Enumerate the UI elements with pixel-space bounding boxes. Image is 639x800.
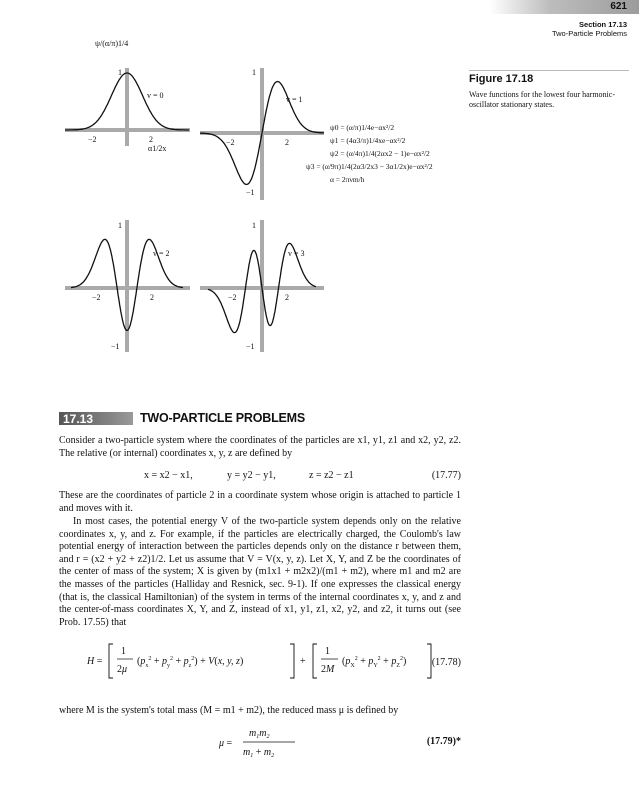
panel-v1 bbox=[200, 68, 324, 200]
formula-psi1: ψ1 = (4α3/π)1/4xe−αx²/2 bbox=[330, 136, 406, 145]
svg-text:H =: H = bbox=[87, 656, 103, 667]
eq77-x: x = x2 − x1, bbox=[144, 470, 193, 481]
section-label: Section 17.13 bbox=[579, 20, 627, 29]
figure-caption bbox=[469, 70, 629, 110]
svg-text:2μ: 2μ bbox=[117, 664, 128, 675]
paragraph-2: These are the coordinates of particle 2 in a coordinate system whose origin is attached to particle 1 and moves with it. bbox=[59, 490, 461, 514]
panel-v0 bbox=[65, 39, 190, 153]
svg-text:2M: 2M bbox=[321, 664, 335, 675]
eq77-y: y = y2 − y1, bbox=[227, 470, 276, 481]
panel-v3-xtick-pos: 2 bbox=[285, 293, 289, 302]
svg-text:1: 1 bbox=[325, 646, 330, 657]
svg-text:μ =: μ = bbox=[219, 738, 233, 749]
panel-v2-xtick-neg: −2 bbox=[92, 293, 101, 302]
y-axis-label: ψ/(α/π)1/4 bbox=[95, 39, 129, 48]
panel-v3-ytick-neg: −1 bbox=[246, 342, 255, 351]
panel-v2 bbox=[65, 220, 190, 352]
figure-caption-text: Wave functions for the lowest four harmonic-oscillator stationary states. bbox=[469, 90, 615, 109]
panel-v3-xtick-neg: −2 bbox=[228, 293, 237, 302]
panel-v1-xtick-neg: −2 bbox=[226, 138, 235, 147]
paragraph-3: In most cases, the potential energy V of the two-particle system depends only on the relative coordinates x, y, and z. For example, if the particles are electrically charged, the Coulomb's law potential energy of interaction between the particles depends only on the distance r between them, and r = (x2 + y2 + z2)1/2. Let us assume that V = V(x, y, z). Let X, Y, and Z be the coordinates of the center of mass of the system; X is given by (m1x1 + m2x2)/(m1 + m2), where m1 and m2 are the masses of the particles (Halliday and Resnick, sec. 9-1). If one expresses the classical energy (that is, the classical Hamiltonian) of the system in terms of the internal coordinates x, y, and z and the center-of-mass coordinates X, Y, and Z, instead of x1, y1, z1, x2, y2, and z2, it turns out (see Prob. 17.55) that bbox=[59, 516, 461, 628]
panel-v2-ytick-pos: 1 bbox=[118, 221, 122, 230]
section-number: 17.13 bbox=[63, 412, 94, 426]
eq77-z: z = z2 − z1 bbox=[309, 470, 354, 481]
panel-v2-label: v = 2 bbox=[153, 249, 170, 258]
running-header bbox=[552, 20, 627, 38]
svg-text:+: + bbox=[300, 656, 306, 667]
figure-title: Figure 17.18 bbox=[469, 70, 629, 85]
paragraph-4: where M is the system's total mass (M = m1 + m2), the reduced mass μ is defined by bbox=[59, 705, 399, 716]
panel-v0-xtick-pos: 2 bbox=[149, 135, 153, 144]
panel-v1-ytick-pos: 1 bbox=[252, 68, 256, 77]
svg-text:(pX2 + pY2 + pZ2): $(p_X^2 + p_Y^2 + p_Z^2)$ bbox=[342, 656, 407, 669]
section-header-title: Two-Particle Problems bbox=[551, 29, 627, 38]
formula-legend bbox=[306, 123, 433, 184]
panel-v1-label: v = 1 bbox=[286, 95, 303, 104]
panel-v0-xtick-neg: −2 bbox=[88, 135, 97, 144]
section-title: TWO-PARTICLE PROBLEMS bbox=[140, 411, 306, 425]
eq78-number: (17.78) bbox=[431, 657, 461, 668]
x-axis-label: α1/2x bbox=[148, 144, 167, 153]
formula-psi0: ψ0 = (α/π)1/4e−αx²/2 bbox=[330, 123, 395, 132]
eq77-number: (17.77) bbox=[431, 470, 461, 481]
svg-text:(px2 + py2 + pz2) + V(x, y, z): $(p_x^2 + p_y^2 + p_z^2) + V(x$, y, z) bbox=[137, 656, 244, 669]
svg-text:m1 + m2: $m_1 + m_2$ bbox=[243, 747, 275, 759]
page-number: 621 bbox=[610, 1, 627, 12]
equation-17-79 bbox=[59, 725, 461, 761]
svg-text:m1m2: $m_1m_2$ bbox=[249, 728, 270, 740]
svg-text:1: 1 bbox=[121, 646, 126, 657]
panel-v2-ytick-neg: −1 bbox=[111, 342, 120, 351]
panel-v3-ytick-pos: 1 bbox=[252, 221, 256, 230]
eq78-math bbox=[87, 640, 447, 684]
panel-v0-ytick: 1 bbox=[118, 68, 122, 77]
panel-v0-label: v = 0 bbox=[147, 91, 164, 100]
formula-alpha: α = 2πνm/h bbox=[330, 175, 365, 184]
eq79-number: (17.79)* bbox=[426, 736, 461, 747]
panel-v3-label: v = 3 bbox=[288, 249, 305, 258]
formula-psi2: ψ2 = (α/4π)1/4(2αx2 − 1)e−αx²/2 bbox=[330, 149, 430, 158]
panel-v1-ytick-neg: −1 bbox=[246, 188, 255, 197]
panel-v3 bbox=[200, 220, 324, 352]
formula-psi3: ψ3 = (α/9π)1/4(2α3/2x3 − 3α1/2x)e−αx²/2 bbox=[306, 162, 433, 171]
eq79-math bbox=[219, 725, 339, 761]
equation-17-78 bbox=[59, 640, 461, 680]
panel-v2-xtick-pos: 2 bbox=[150, 293, 154, 302]
panel-v1-xtick-pos: 2 bbox=[285, 138, 289, 147]
paragraph-1: Consider a two-particle system where the coordinates of the particles are x1, y1, z1 and x2, y2, z2. The relative (or internal) coordinates x, y, z are defined by bbox=[59, 435, 461, 459]
wavefunction-figure bbox=[0, 30, 470, 360]
